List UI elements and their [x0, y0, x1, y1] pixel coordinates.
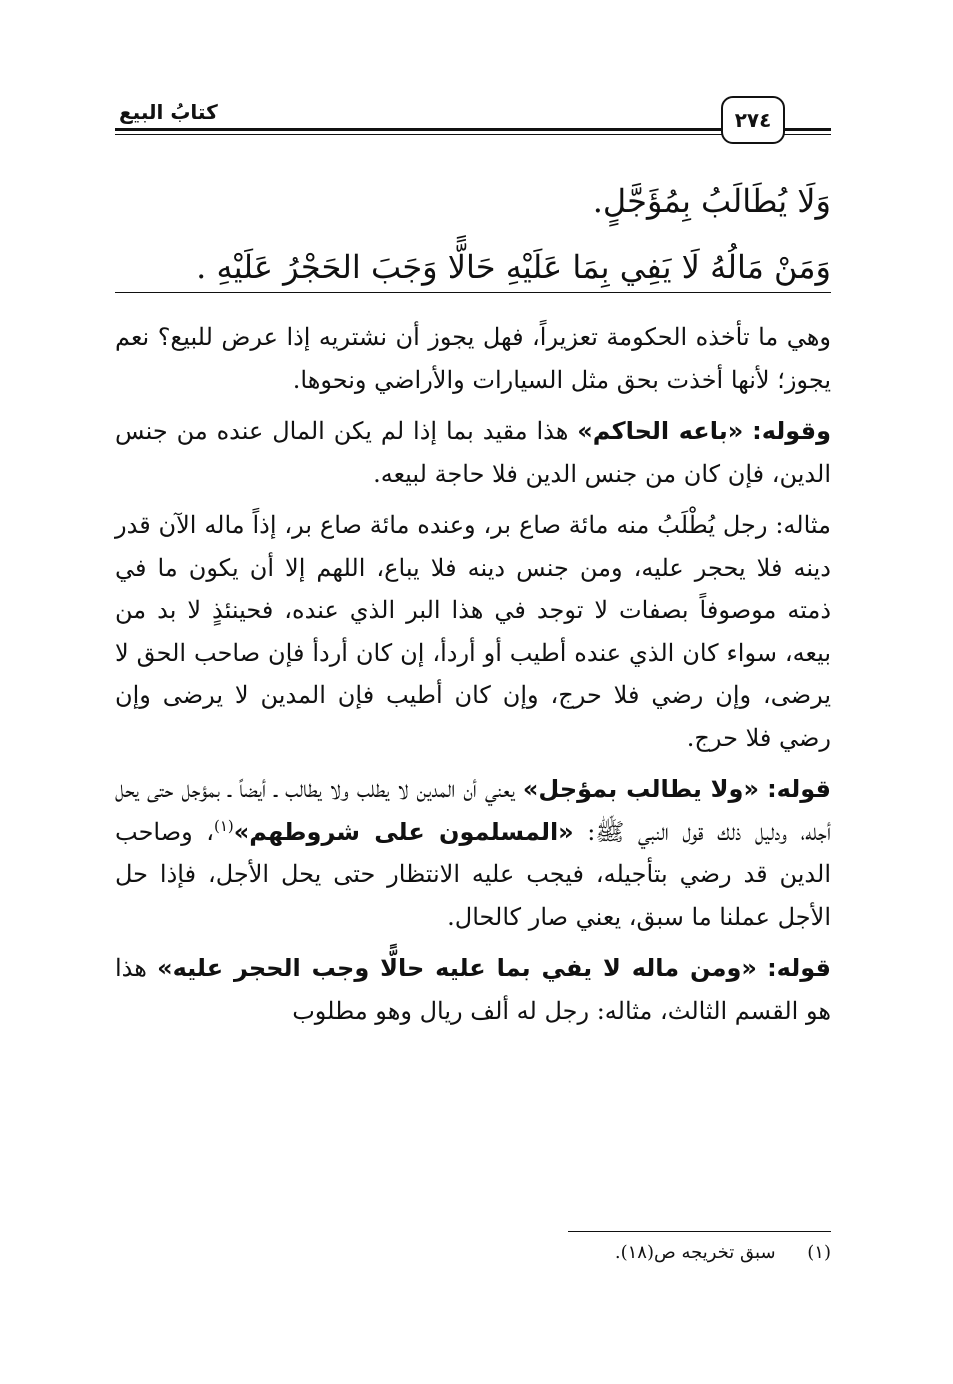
paragraph-2: [115, 410, 831, 495]
commentary: [115, 316, 831, 1032]
matn-text: [115, 168, 831, 300]
matn-line-2: وَمَنْ مَالُهُ لَا يَفِي بِمَا عَلَيْهِ حَالًّا وَجَبَ الحَجْرُ عَلَيْهِ .: [196, 248, 831, 286]
book-title: كتابُ البيع: [115, 100, 222, 124]
paragraph-lead: وقوله:: [752, 417, 831, 445]
paragraph-lead: قوله:: [767, 775, 831, 803]
paragraph-5: [115, 947, 831, 1032]
matn-line-1: وَلَا يُطَالَبُ بِمُؤَجَّلٍ.: [592, 182, 831, 220]
footnote: [115, 1242, 831, 1263]
paragraph-1: وهي ما تأخذه الحكومة تعزيراً، فهل يجوز أن نشتريه إذا عرض للبيع؟ نعم يجوز؛ لأنها أخذت بحق مثل السيارات والأراضي ونحوها.: [115, 323, 831, 394]
paragraph-text: ، وصاحب الدين قد رضي بتأجيله، فيجب عليه الانتظار حتى يحل الأجل، فإذا حل الأجل عملنا ما سبق، يعني صار كالحال.: [115, 817, 831, 931]
matn-divider: [115, 292, 831, 293]
quoted-matn: «ولا يطالب بمؤجل»: [522, 775, 759, 803]
paragraph-text: هذا مقيد بما إذا لم يكن المال عنده من جنس الدين، فإن كان من جنس الدين فلا حاجة لبيعه.: [115, 417, 831, 488]
footnote-text: سبق تخريجه ص(١٨).: [614, 1242, 776, 1263]
paragraph-text: يعني أن المدين لا يطلب ولا يطالب ـ أيضاً ـ بمؤجل حتى يحل أجله، ودليل ذلك قول النبي ﷺ:: [115, 775, 831, 846]
paragraph-text: هذا هو القسم الثالث، مثاله: رجل له ألف ريال وهو مطلوب: [115, 954, 831, 1025]
quoted-matn: «ومن ماله لا يفي بما عليه حالًّا وجب الحجر عليه»: [157, 954, 757, 982]
footnote-ref[interactable]: (١): [213, 816, 234, 835]
hadith-quote: «المسلمون على شروطهم»: [233, 817, 574, 846]
paragraph-3: مثاله: رجل يُطْلَبُ منه مائة صاع بر، وعنده مائة صاع بر، إذاً ماله الآن قدر دينه فلا يحجر عليه، ومن جنس دينه فلا يباع، اللهم إلا أن يكون ما في ذمته موصوفاً بصفات لا توجد في هذا البر الذي عنده، فحينئذٍ لا بد من بيعه، سواء كان الذي عنده أطيب أو أردأ، إن كان أردأ فإن صاحب الحق لا يرضى، وإن رضي فلا حرج، وإن كان أطيب فإن المدين لا يرضى وإن رضي فلا حرج.: [115, 511, 832, 752]
paragraph-lead: قوله:: [767, 954, 832, 982]
page-header: [115, 96, 831, 148]
quoted-matn: «باعه الحاكم»: [577, 417, 744, 445]
paragraph-4: [115, 768, 831, 938]
footnote-divider: [568, 1231, 831, 1232]
footnote-number: (١): [807, 1242, 831, 1263]
page-number: ٢٧٤: [721, 96, 785, 144]
